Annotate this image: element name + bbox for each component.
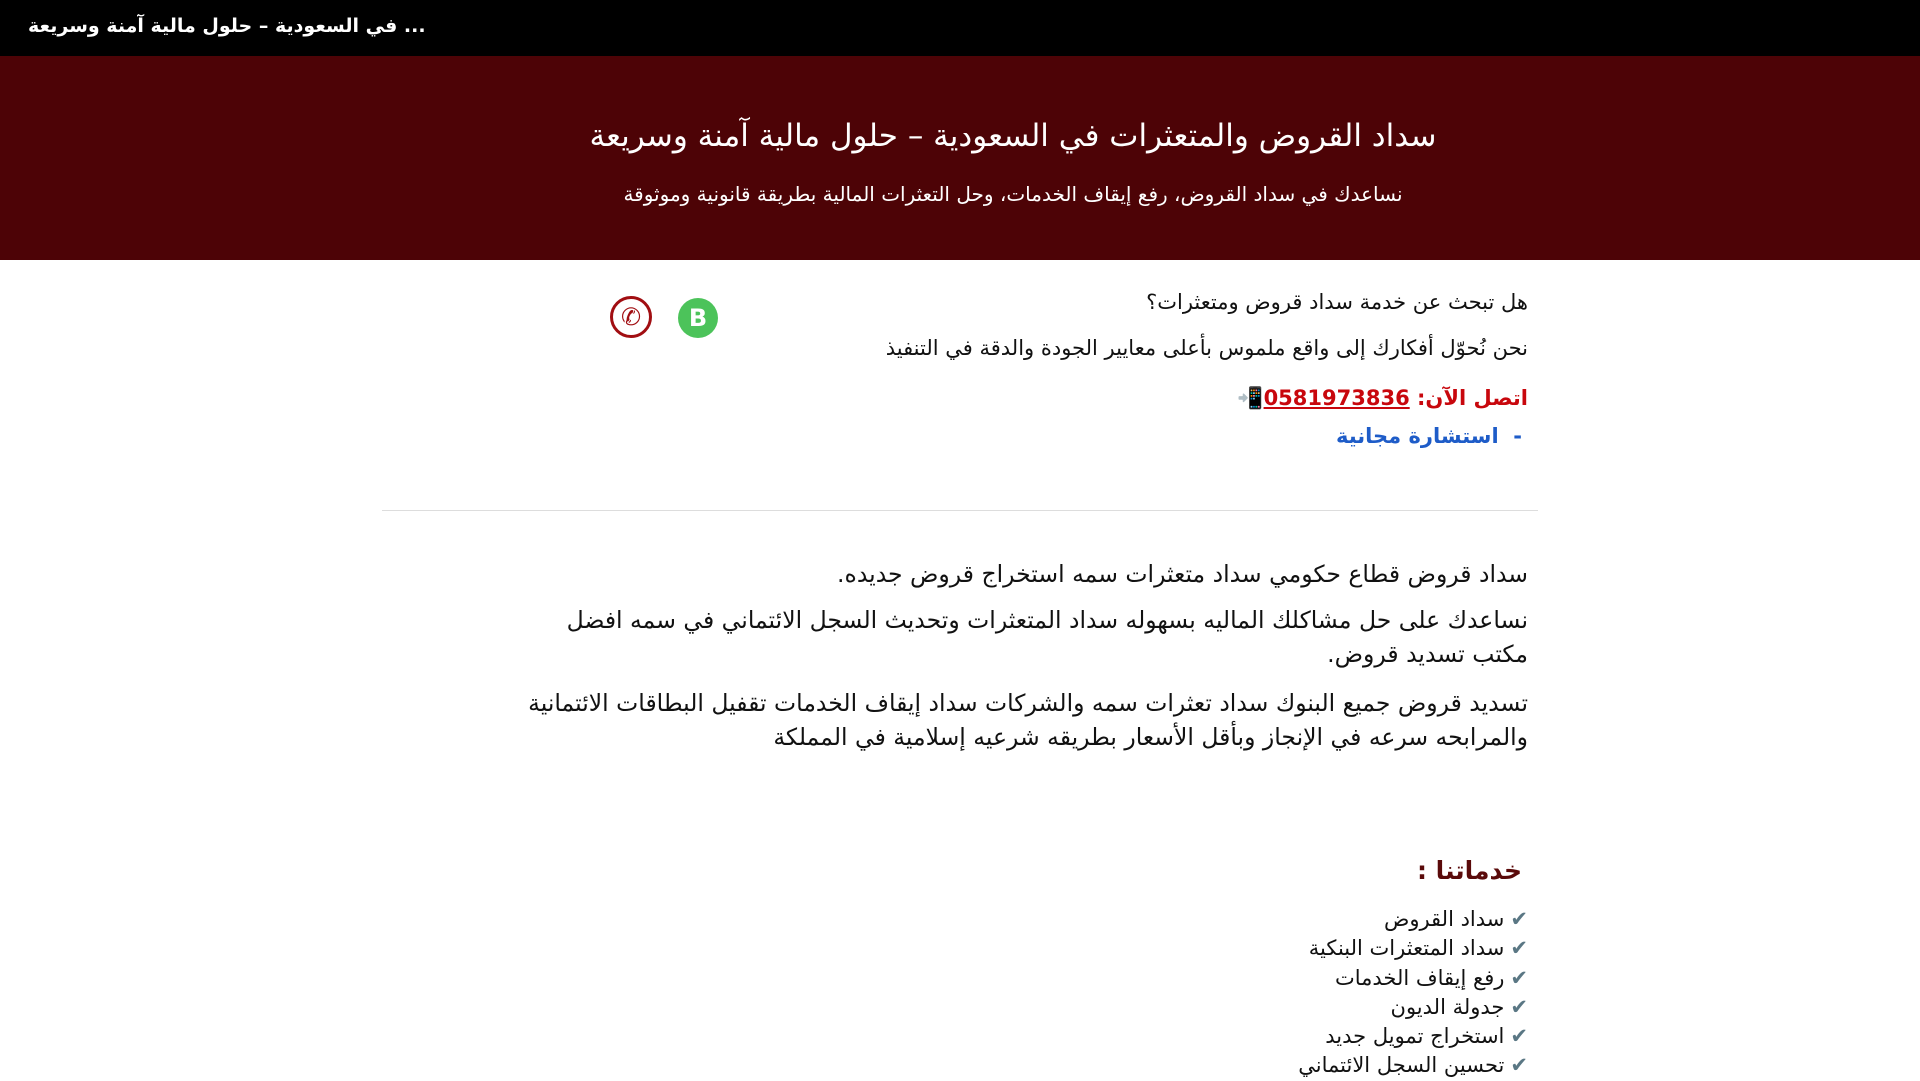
services-heading: خدماتنا : bbox=[1416, 856, 1522, 885]
paragraph-3: تسديد قروض جميع البنوك سداد تعثرات سمه والشركات سداد إيقاف الخدمات تقفيل البطاقات الائتمانية والمرابحه سرعه في الإنجاز وبأقل الأسعار بطريقه شرعيه إسلامية في المملكة bbox=[528, 689, 1528, 751]
whatsapp-glyph: B bbox=[688, 304, 708, 332]
service-label: استخراج تمويل جديد bbox=[1325, 1024, 1505, 1049]
paragraph-1: سداد قروض قطاع حكومي سداد متعثرات سمه استخراج قروض جديده. bbox=[837, 560, 1528, 588]
phone-link[interactable]: 0581973836 bbox=[1263, 386, 1410, 410]
check-icon: ✔ bbox=[1510, 907, 1528, 931]
page-tab-title[interactable]: ... في السعودية – حلول مالية آمنة وسريعة bbox=[28, 15, 426, 37]
service-item bbox=[1298, 1022, 1528, 1051]
intro-tagline: نحن نُحوّل أفكارك إلى واقع ملموس بأعلى معايير الجودة والدقة في التنفيذ bbox=[885, 336, 1528, 360]
phone-icon[interactable] bbox=[610, 296, 652, 338]
check-icon: ✔ bbox=[1510, 1053, 1528, 1078]
service-item bbox=[1298, 1051, 1528, 1080]
check-icon: ✔ bbox=[1510, 965, 1528, 990]
page-subtitle: نساعدك في سداد القروض، رفع إيقاف الخدمات، وحل التعثرات المالية بطريقة قانونية وموثوقة bbox=[623, 182, 1403, 206]
service-label: تحسين السجل الائتماني bbox=[1298, 1053, 1505, 1078]
service-item bbox=[1298, 934, 1528, 963]
services-heading-wrap bbox=[1417, 856, 1522, 885]
browser-tab-bar bbox=[0, 0, 1920, 56]
call-label: اتصل الآن: bbox=[1417, 386, 1528, 410]
hero-banner bbox=[0, 56, 1920, 260]
phone-glyph: ✆ bbox=[620, 303, 642, 331]
divider bbox=[382, 510, 1538, 511]
services-list bbox=[1298, 905, 1528, 1081]
check-icon: ✔ bbox=[1510, 994, 1528, 1019]
paragraph-2: نساعدك على حل مشاكلك الماليه بسهوله سداد المتعثرات وتحديث السجل الائتماني في سمه افضل مكتب تسديد قروض. bbox=[566, 606, 1528, 668]
mobile-phone-icon: 📲 bbox=[1237, 386, 1264, 410]
intro-question: هل تبحث عن خدمة سداد قروض ومتعثرات؟ bbox=[1146, 290, 1528, 314]
service-item bbox=[1298, 993, 1528, 1022]
service-label: سداد القروض bbox=[1383, 907, 1505, 931]
free-consultation[interactable] bbox=[1336, 424, 1522, 448]
whatsapp-business-icon[interactable] bbox=[678, 298, 718, 338]
service-label: جدولة الديون bbox=[1390, 994, 1505, 1019]
call-now bbox=[1237, 386, 1528, 411]
service-item bbox=[1298, 905, 1528, 934]
page-title: سداد القروض والمتعثرات في السعودية – حلول مالية آمنة وسريعة bbox=[589, 118, 1437, 154]
check-icon: ✔ bbox=[1510, 936, 1528, 961]
service-label: رفع إيقاف الخدمات bbox=[1334, 965, 1505, 990]
dash: - bbox=[1513, 424, 1522, 448]
service-item bbox=[1298, 964, 1528, 993]
check-icon: ✔ bbox=[1510, 1024, 1528, 1049]
free-consultation-label: استشارة مجانية bbox=[1335, 424, 1499, 448]
service-label: سداد المتعثرات البنكية bbox=[1308, 936, 1505, 961]
